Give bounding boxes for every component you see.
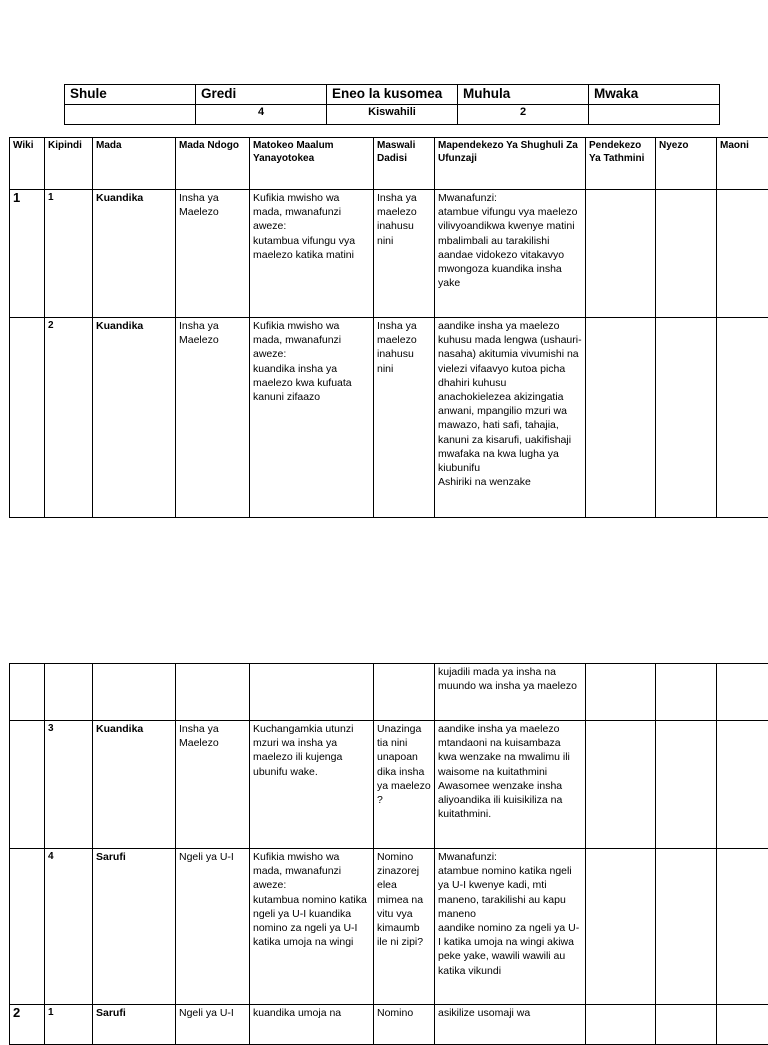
value-shule <box>65 105 196 125</box>
cell-shughuli <box>435 190 586 318</box>
cell-shughuli-line: atambue vifungu vya maelezo vilivyoandikwa kwenye matini mbalimbali au tarakilishi <box>438 205 582 248</box>
cell-wiki <box>10 849 45 1005</box>
cell-pendekezo <box>586 664 656 721</box>
value-gredi: 4 <box>196 105 327 125</box>
cell-kipindi: 1 <box>45 190 93 318</box>
cell-pendekezo <box>586 721 656 849</box>
cell-shughuli-line: Mwanafunzi: <box>438 850 582 864</box>
cell-mada: Sarufi <box>93 1005 176 1045</box>
cell-matokeo <box>250 190 374 318</box>
col-maoni: Maoni <box>717 138 768 190</box>
cell-shughuli <box>435 664 586 721</box>
col-pendekezo: Pendekezo Ya Tathmini <box>586 138 656 190</box>
col-mada-ndogo: Mada Ndogo <box>176 138 250 190</box>
cell-maswali: Unazinga tia nini unapoan dika insha ya maelezo ? <box>374 721 435 849</box>
scheme-table-page2 <box>9 663 768 1045</box>
cell-shughuli-line: aandike nomino za ngeli ya U-I katika umoja na wingi akiwa peke yake, wawili wawili au katika vikundi <box>438 921 582 978</box>
cell-nyezo <box>656 1005 717 1045</box>
label-shule: Shule <box>65 85 196 105</box>
col-wiki: Wiki <box>10 138 45 190</box>
cell-maswali: Nomino <box>374 1005 435 1045</box>
scheme-table-page1 <box>9 137 768 518</box>
cell-mada: Kuandika <box>93 190 176 318</box>
value-eneo: Kiswahili <box>327 105 458 125</box>
cell-mada-ndogo: Ngeli ya U-I <box>176 849 250 1005</box>
school-info-table <box>64 84 720 125</box>
cell-mada-ndogo: Ngeli ya U-I <box>176 1005 250 1045</box>
cell-wiki <box>10 664 45 721</box>
table-row <box>10 318 768 518</box>
cell-shughuli <box>435 721 586 849</box>
cell-mada-ndogo: Insha ya Maelezo <box>176 721 250 849</box>
col-matokeo: Matokeo Maalum Yanayotokea <box>250 138 374 190</box>
cell-mada: Kuandika <box>93 318 176 518</box>
cell-maswali <box>374 664 435 721</box>
table-row <box>10 849 768 1005</box>
cell-mada-ndogo: Insha ya Maelezo <box>176 190 250 318</box>
cell-shughuli <box>435 1005 586 1045</box>
cell-mada: Kuandika <box>93 721 176 849</box>
cell-pendekezo <box>586 849 656 1005</box>
cell-nyezo <box>656 721 717 849</box>
cell-matokeo-line: kuandika insha ya maelezo kwa kufuata kanuni zifaazo <box>253 362 370 405</box>
cell-shughuli-line: Mwanafunzi: <box>438 191 582 205</box>
col-kipindi: Kipindi <box>45 138 93 190</box>
cell-wiki <box>10 721 45 849</box>
col-shughuli: Mapendekezo Ya Shughuli Za Ufunzaji <box>435 138 586 190</box>
table-row <box>10 664 768 721</box>
cell-shughuli-line: asikilize usomaji wa <box>438 1006 582 1020</box>
cell-maoni <box>717 849 768 1005</box>
label-muhula: Muhula <box>458 85 589 105</box>
col-maswali: Maswali Dadisi <box>374 138 435 190</box>
cell-wiki: 1 <box>10 190 45 318</box>
cell-maswali: Nomino zinazorej elea mimea na vitu vya kimaumb ile ni zipi? <box>374 849 435 1005</box>
cell-nyezo <box>656 849 717 1005</box>
cell-shughuli <box>435 318 586 518</box>
cell-mada-ndogo <box>176 664 250 721</box>
cell-matokeo <box>250 849 374 1005</box>
cell-shughuli-line: kujadili mada ya insha na muundo wa insha ya maelezo <box>438 665 582 693</box>
cell-nyezo <box>656 318 717 518</box>
cell-maswali: Insha ya maelezo inahusu nini <box>374 318 435 518</box>
cell-mada-ndogo: Insha ya Maelezo <box>176 318 250 518</box>
label-eneo: Eneo la kusomea <box>327 85 458 105</box>
cell-matokeo <box>250 1005 374 1045</box>
cell-matokeo-line: kuandika umoja na <box>253 1006 370 1020</box>
cell-shughuli-line: aandike insha ya maelezo mtandaoni na kuisambaza kwa wenzake na mwalimu ili waisome na kuitathmini <box>438 722 582 779</box>
cell-shughuli <box>435 849 586 1005</box>
cell-maoni <box>717 721 768 849</box>
cell-matokeo <box>250 318 374 518</box>
table-row <box>10 190 768 318</box>
cell-shughuli-line: atambue nomino katika ngeli ya U-I kwenye kadi, mti maneno, tarakilishi au kapu maneno <box>438 864 582 921</box>
cell-shughuli-line: Awasomee wenzake insha aliyoandika ili kuisikiliza na kuitathmini. <box>438 779 582 822</box>
table-row <box>10 1005 768 1045</box>
cell-nyezo <box>656 190 717 318</box>
cell-maoni <box>717 318 768 518</box>
cell-maoni <box>717 1005 768 1045</box>
cell-kipindi: 3 <box>45 721 93 849</box>
cell-pendekezo <box>586 1005 656 1045</box>
cell-maoni <box>717 190 768 318</box>
cell-matokeo <box>250 664 374 721</box>
cell-mada: Sarufi <box>93 849 176 1005</box>
cell-shughuli-line: Ashiriki na wenzake <box>438 475 582 489</box>
value-muhula: 2 <box>458 105 589 125</box>
cell-matokeo <box>250 721 374 849</box>
cell-matokeo-line: Kufikia mwisho wa mada, mwanafunzi aweze: <box>253 850 370 893</box>
cell-kipindi <box>45 664 93 721</box>
cell-kipindi: 1 <box>45 1005 93 1045</box>
cell-shughuli-line: aandae vidokezo vitakavyo mwongoza kuandika insha yake <box>438 248 582 291</box>
col-mada: Mada <box>93 138 176 190</box>
value-mwaka <box>589 105 720 125</box>
label-mwaka: Mwaka <box>589 85 720 105</box>
cell-matokeo-line: Kuchangamkia utunzi mzuri wa insha ya maelezo ili kujenga ubunifu wake. <box>253 722 370 779</box>
cell-pendekezo <box>586 190 656 318</box>
col-nyezo: Nyezo <box>656 138 717 190</box>
cell-wiki: 2 <box>10 1005 45 1045</box>
cell-matokeo-line: Kufikia mwisho wa mada, mwanafunzi aweze: <box>253 319 370 362</box>
table-row <box>10 721 768 849</box>
cell-kipindi: 2 <box>45 318 93 518</box>
cell-maoni <box>717 664 768 721</box>
cell-wiki <box>10 318 45 518</box>
cell-matokeo-line: Kufikia mwisho wa mada, mwanafunzi aweze: <box>253 191 370 234</box>
cell-shughuli-line: aandike insha ya maelezo kuhusu mada lengwa (ushauri-nasaha) akitumia vivumishi na vielezi vifaavyo kutoa picha dhahiri kuhusu anachokielezea akizingatia anwani, mpangilio mzuri wa mawazo, hati safi, tahajia, kanuni za kisarufi, uakifishaji mwafaka na kwa lugha ya kiubunifu <box>438 319 582 475</box>
cell-matokeo-line: kutambua nomino katika ngeli ya U-I kuandika nomino za ngeli ya U-I katika umoja na wingi <box>253 893 370 950</box>
cell-maswali: Insha ya maelezo inahusu nini <box>374 190 435 318</box>
cell-nyezo <box>656 664 717 721</box>
cell-matokeo-line: kutambua vifungu vya maelezo katika matini <box>253 234 370 262</box>
label-gredi: Gredi <box>196 85 327 105</box>
cell-mada <box>93 664 176 721</box>
cell-pendekezo <box>586 318 656 518</box>
cell-kipindi: 4 <box>45 849 93 1005</box>
